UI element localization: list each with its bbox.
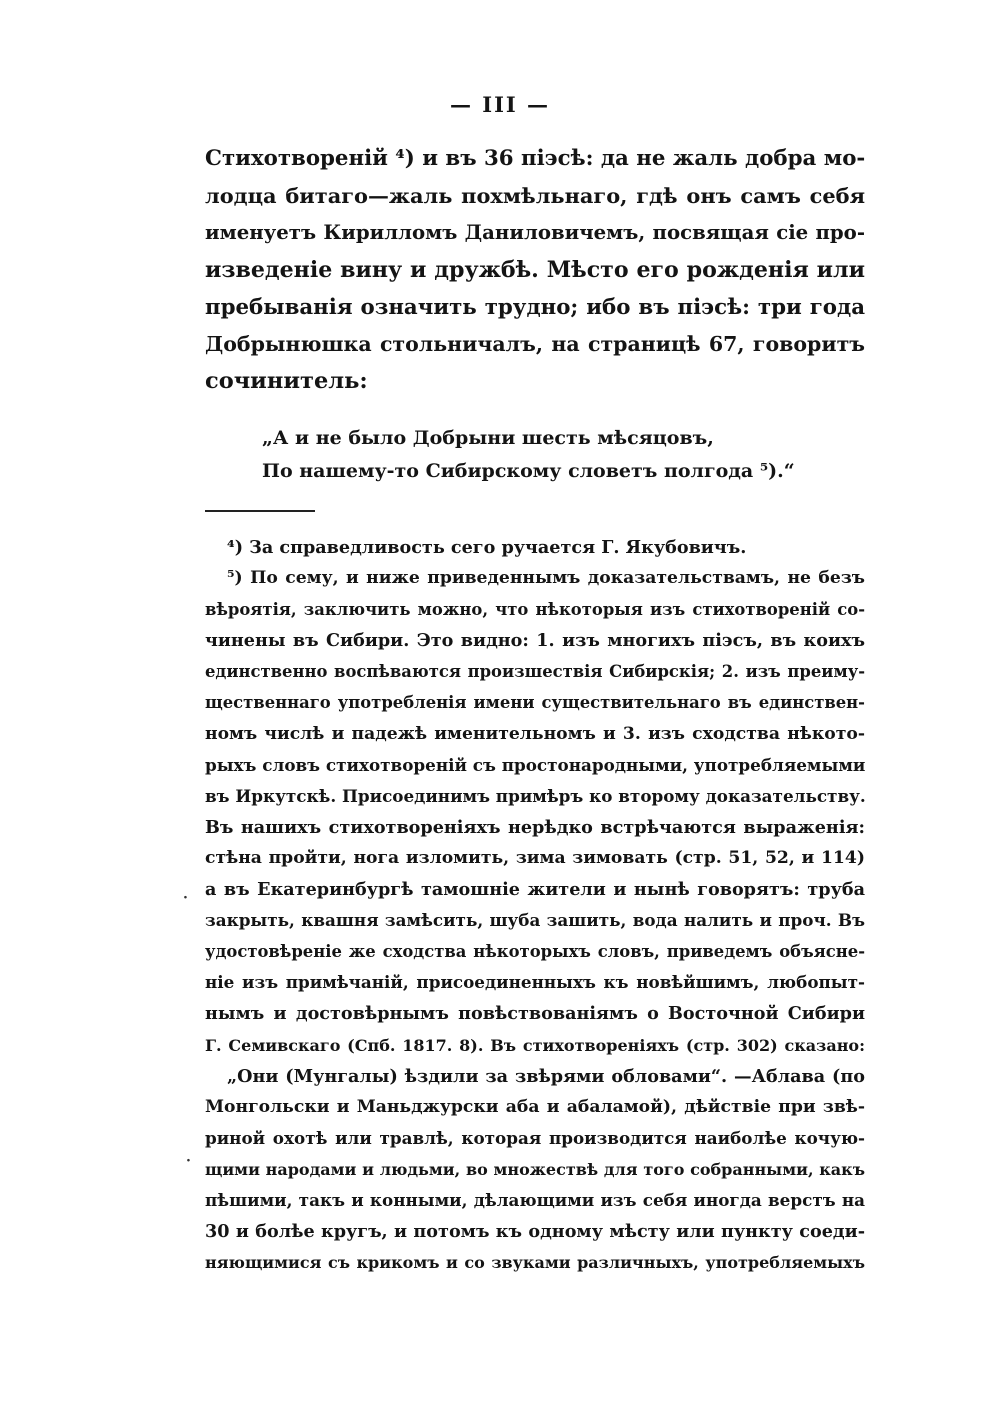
footnote-line: номъ числѣ и падежѣ именительномъ и 3. изъ сходства нѣкото- (205, 723, 865, 744)
footnote-line: нiе изъ примѣчанiй, присоединенныхъ къ новѣйшимъ, любопыт- (205, 972, 865, 993)
footnote-line: въ Иркутскѣ. Присоединимъ примѣръ ко второму доказательству. (205, 785, 866, 806)
footnote-line: закрыть, квашня замѣсить, шуба зашить, вода налить и проч. Въ (205, 910, 865, 931)
main-line: сочинитель: (205, 368, 368, 395)
footnote-line: Монгольски и Маньджурски аба и абаламой), дѣйствiе при звѣ- (205, 1096, 865, 1117)
main-line: Стихотворенiй ⁴) и въ 36 пiэсѣ: да не жаль добра мо- (205, 146, 866, 171)
footnote-line: няющимися съ крикомъ и со звуками различныхъ, употребляемыхъ (205, 1253, 865, 1273)
footnote-line: нымъ и достовѣрнымъ повѣствованiямъ о Восточной Сибири (205, 1003, 865, 1025)
footnote-line: удостовѣренiе же сходства нѣкоторыхъ словъ, приведемъ объясне- (205, 942, 865, 962)
footnotes (205, 532, 865, 1278)
footnote-line: 30 и болѣе кругъ, и потомъ къ одному мѣсту или пункту соеди- (205, 1221, 865, 1243)
main-line: именуетъ Кирилломъ Даниловичемъ, посвящая сiе про- (205, 221, 865, 245)
footnote-line: Г. Семивскаго (Спб. 1817. 8). Въ стихотворенiяхъ (стр. 302) сказано: (205, 1035, 865, 1055)
footnote-line: вѣроятiя, заключить можно, что нѣкоторыя изъ стихотворенiй со- (205, 600, 865, 620)
margin-dot-mark: · (183, 890, 188, 906)
main-text (205, 140, 865, 400)
footnote-line: ⁵) По сему, и ниже приведеннымъ доказательствамъ, не безъ (227, 568, 865, 589)
main-line: лодца битаго—жаль похмѣльнаго, гдѣ онъ самъ себя (205, 183, 865, 209)
footnote-line: пѣшими, такъ и конными, дѣлающими изъ себя иногда верстъ на (205, 1189, 865, 1210)
margin-dot-mark: · (186, 1153, 191, 1169)
footnote-line: а въ Екатеринбургѣ тамошнiе жители и нынѣ говорятъ: труба (205, 879, 865, 901)
main-line: Добрынюшка стольничалъ, на страницѣ 67, говоритъ (205, 331, 865, 356)
main-line: пребыванiя означить трудно; ибо въ пiэсѣ: три года (205, 294, 865, 320)
page-number: — III — (449, 92, 551, 117)
footnote-line: „Они (Мунгалы) ѣздили за звѣрями обловами“. —Аблава (по (227, 1065, 865, 1087)
footnote-line: щими народами и людьми, во множествѣ для того собранными, какъ (205, 1159, 865, 1179)
footnote-divider (205, 510, 315, 512)
verse-quote (262, 422, 822, 488)
verse-line: „А и не было Добрыни шесть мѣсяцовъ, (262, 427, 714, 449)
verse-line: По нашему-то Сибирскому словетъ полгода ⁵).“ (262, 460, 795, 482)
footnote-line: Въ нашихъ стихотворенiяхъ нерѣдко встрѣчаются выраженiя: (205, 816, 865, 838)
footnote-line: рыхъ словъ стихотворенiй съ простонародными, употребляемыми (205, 754, 866, 775)
footnote-line: ⁴) За справедливость сего ручается Г. Якубовичъ. (227, 537, 747, 558)
main-line: изведенiе вину и дружбѣ. Мѣсто его рожденiя или (205, 256, 865, 283)
footnote-line: риной охотѣ или травлѣ, которая производится наиболѣе кочую- (205, 1127, 865, 1148)
footnote-line: чинены въ Сибири. Это видно: 1. изъ многихъ пiэсъ, въ коихъ (205, 630, 865, 652)
footnote-line: щественнаго употребленiя имени существительнаго въ единствен- (205, 693, 865, 713)
footnote-line: единственно воспѣваются произшествiя Сибирскiя; 2. изъ преиму- (205, 662, 865, 682)
footnote-line: стѣна пройти, нога изломить, зима зимовать (стр. 51, 52, и 114) (205, 847, 865, 868)
